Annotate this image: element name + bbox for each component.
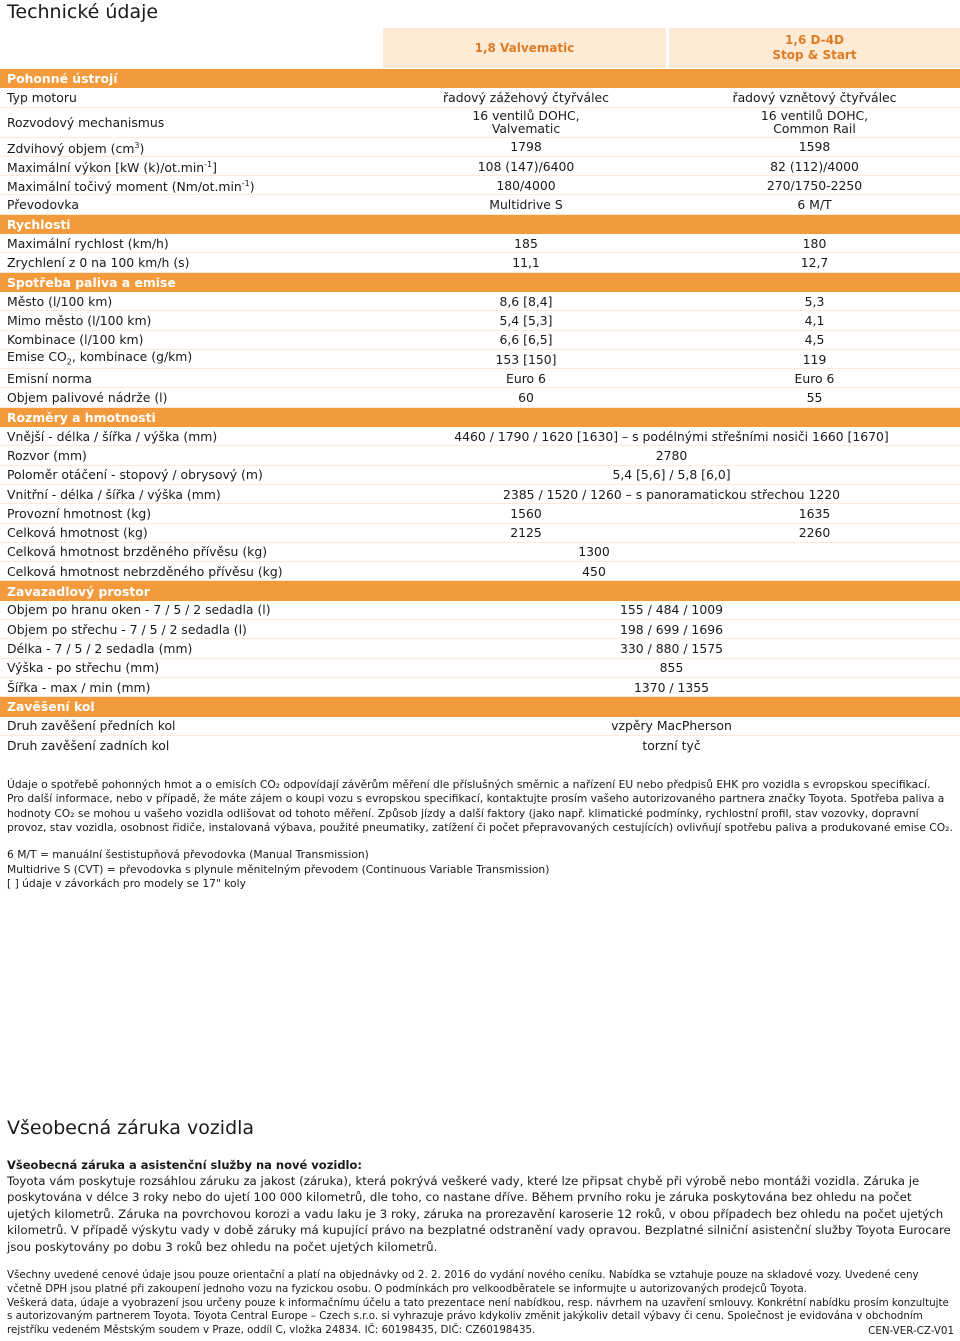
value-line: Valvematic	[491, 121, 561, 137]
section-speed: Rychlosti	[0, 215, 960, 234]
row-label: Rozvor (mm)	[7, 447, 87, 463]
legend-item: [ ] údaje v závorkách pro modely se 17" koly	[7, 877, 246, 891]
value-shared: 2780	[655, 447, 688, 463]
row-label: Vnější - délka / šířka / výška (mm)	[7, 428, 218, 444]
row-label: Maximální rychlost (km/h)	[7, 235, 169, 251]
section-dimensions: Rozměry a hmotnosti	[0, 408, 960, 427]
row-label: Šířka - max / min (mm)	[7, 679, 151, 695]
row-torque	[0, 176, 960, 195]
row-susp-rear	[0, 736, 960, 755]
section-fuel: Spotřeba paliva a emise	[0, 273, 960, 292]
row-turning-radius	[0, 466, 960, 485]
row-label	[0, 139, 383, 155]
row-label: Objem po hranu oken - 7 / 5 / 2 sedadla (l)	[7, 602, 271, 618]
row-label: Druh zavěšení zadních kol	[7, 737, 170, 753]
row-cargo-width	[0, 678, 960, 697]
row-cargo-length	[0, 639, 960, 658]
row-label: Objem po střechu - 7 / 5 / 2 sedadla (l)	[7, 621, 247, 637]
row-label: Převodovka	[7, 197, 79, 213]
row-susp-front	[0, 717, 960, 736]
value-petrol: 1798	[510, 139, 542, 155]
value-diesel: 6 M/T	[797, 197, 832, 213]
value-line: 16 ventilů DOHC,	[760, 108, 869, 124]
legend-item: 6 M/T = manuální šestistupňová převodovka (Manual Transmission)	[7, 848, 369, 861]
value-shared: torzní tyč	[642, 737, 701, 753]
value-diesel: 12,7	[800, 255, 829, 271]
row-combined	[0, 331, 960, 350]
value-diesel: 119	[802, 351, 827, 367]
row-vmax	[0, 234, 960, 253]
section-powertrain: Pohonné ústrojí	[0, 69, 960, 88]
value-diesel: 55	[806, 390, 823, 406]
label-text: , kombinace (g/km)	[71, 348, 193, 364]
section-suspension: Zavěšení kol	[0, 697, 960, 716]
label-text: Emise CO	[7, 348, 67, 364]
row-inner-dims	[0, 485, 960, 504]
value-shared: vzpěry MacPherson	[611, 718, 732, 734]
legend-item: Multidrive S (CVT) = převodovka s plynule měnitelným převodem (Continuous Variable Transmission)	[7, 862, 550, 876]
label-sub: 2	[66, 357, 72, 367]
value-shared: 155 / 484 / 1009	[620, 602, 723, 618]
row-outer-dims	[0, 427, 960, 446]
row-gearbox	[0, 195, 960, 214]
value-shared: 1300	[578, 544, 610, 560]
row-label: Poloměr otáčení - stopový / obrysový (m)	[7, 467, 263, 483]
value-shared: 1370 / 1355	[633, 679, 710, 695]
value-diesel: 5,3	[804, 293, 825, 309]
row-extra-urban	[0, 311, 960, 330]
row-label: Provozní hmotnost (kg)	[7, 505, 152, 521]
value-shared: 450	[582, 563, 606, 579]
row-label: Celková hmotnost (kg)	[7, 525, 148, 541]
row-city	[0, 292, 960, 311]
column-header-petrol-label: 1,8 Valvematic	[474, 40, 575, 55]
value-shared: 330 / 880 / 1575	[620, 640, 723, 656]
row-label	[0, 350, 383, 368]
label-text: Zdvihový objem (cm	[7, 140, 135, 156]
row-curb-weight	[0, 504, 960, 523]
row-co2	[0, 350, 960, 369]
value-shared: 855	[659, 660, 684, 676]
warranty-title: Všeobecná záruka vozidla	[7, 1117, 255, 1139]
value-petrol: 6,6 [6,5]	[499, 332, 553, 348]
label-text: Maximální točivý moment (Nm/ot.min	[7, 179, 242, 195]
value-shared: 198 / 699 / 1696	[620, 621, 723, 637]
value-diesel: řadový vznětový čtyřválec	[732, 89, 897, 105]
column-header-diesel	[669, 28, 960, 68]
row-tank	[0, 388, 960, 407]
value-petrol: 8,6 [8,4]	[499, 293, 553, 309]
label-text: ]	[212, 160, 217, 176]
value-petrol: Multidrive S	[489, 197, 563, 213]
row-label: Celková hmotnost nebrzděného přívěsu (kg)	[7, 563, 283, 579]
row-engine-type	[0, 88, 960, 107]
row-label: Výška - po střechu (mm)	[7, 660, 160, 676]
warranty-subtitle: Všeobecná záruka a asistenční služby na nové vozidlo:	[7, 1158, 363, 1172]
value-shared: 5,4 [5,6] / 5,8 [6,0]	[612, 467, 731, 483]
row-label: Emisní norma	[7, 370, 93, 386]
row-wheelbase	[0, 446, 960, 465]
value-diesel	[669, 109, 960, 135]
row-label: Typ motoru	[7, 89, 77, 105]
row-label: Zrychlení z 0 na 100 km/h (s)	[7, 255, 190, 271]
value-petrol: Euro 6	[506, 370, 546, 386]
value-diesel: 180	[802, 235, 827, 251]
row-trailer-unbraked	[0, 562, 960, 581]
document-code: CEN-VER-CZ-V01	[868, 1325, 954, 1337]
note-paragraph: Pro další informace, nebo v případě, že máte zájem o koupi vozu s evropskou specifikací, kontaktujte prosím vašeho autorizovaného partnera značky Toyota. Spotřeba paliva a hodnoty CO₂ se mohou u vašeho vozidla odlišovat od tohoto měření. Způsob jízdy a další faktory (jako např. klimatické podmínky, rychlostní profil, stav vozovky, dopravní provoz, stav vozidla, osobnost řidiče, instalovaná výbava, použité pneumatiky, zatížení či počet přepravovaných cestujících) ovlivňují spotřebu paliva a produkované emise CO₂.	[7, 792, 953, 835]
row-accel	[0, 253, 960, 272]
row-label: Rozvodový mechanismus	[7, 114, 165, 130]
spec-table	[0, 69, 960, 755]
warranty-text	[7, 1173, 955, 1255]
value-petrol: 60	[518, 390, 534, 406]
value-line: 16 ventilů DOHC,	[472, 108, 580, 124]
value-petrol: 11,1	[512, 255, 540, 271]
row-valvetrain	[0, 108, 960, 138]
value-diesel: 1635	[798, 505, 831, 521]
value-petrol: 1560	[510, 505, 542, 521]
label-sup: 3	[134, 140, 140, 150]
value-petrol: 2125	[510, 525, 542, 541]
row-label: Mimo město (l/100 km)	[7, 312, 152, 328]
column-header-petrol	[383, 28, 666, 68]
fine-print-paragraph: Všechny uvedené cenové údaje jsou pouze orientační a platí na objednávky od 2. 2. 2016 do vydání nového ceníku. Nabídka se vztahuje pouze na skladové vozy. Uvedené ceny včetně DPH jsou platné při zakoupení jednoho vozu na fyzickou osobu. O podmínkách pro velkoodběratele se informujte u autorizovaných prodejců Toyota.	[7, 1269, 919, 1295]
value-petrol: řadový zážehový čtyřválec	[443, 89, 609, 105]
value-petrol: 153 [150]	[495, 351, 557, 367]
row-displacement	[0, 138, 960, 157]
abbreviation-legend	[7, 848, 549, 892]
value-petrol	[383, 109, 669, 135]
label-sup: -1	[204, 159, 213, 169]
row-label	[0, 158, 383, 174]
fine-print	[7, 1269, 955, 1338]
row-label: Město (l/100 km)	[7, 293, 113, 309]
row-gross-weight	[0, 524, 960, 543]
row-label: Druh zavěšení předních kol	[7, 718, 176, 734]
label-text: Maximální výkon [kW (k)/ot.min	[7, 160, 205, 176]
row-label: Objem palivové nádrže (l)	[7, 390, 168, 406]
section-cargo: Zavazadlový prostor	[0, 581, 960, 600]
note-paragraph: Údaje o spotřebě pohonných hmot a o emisích CO₂ odpovídají závěrům měření dle příslušných směrnic a nařízení EU nebo předpisů EHK pro vozidla s evropskou specifikací.	[7, 778, 931, 791]
page-title: Technické údaje	[7, 1, 159, 23]
value-petrol: 185	[514, 235, 538, 251]
value-diesel: 4,5	[804, 332, 825, 348]
value-petrol: 180/4000	[496, 177, 556, 193]
value-petrol: 108 (147)/6400	[477, 158, 575, 174]
row-label: Vnitřní - délka / šířka / výška (mm)	[7, 486, 221, 502]
row-label: Celková hmotnost brzděného přívěsu (kg)	[7, 544, 268, 560]
value-diesel: Euro 6	[794, 370, 835, 386]
warranty-paragraph: Toyota vám poskytuje rozsáhlou záruku za jakost (záruka), která pokrývá veškeré vady, které lze připsat chybě při výrobě nebo montáži vozidla. Záruka je poskytována v délce 3 roky nebo do ujetí 100 000 kilometrů, dle toho, co nastane dříve. Během prvního roku je záruka poskytována bez ohledu na počet ujetých kilometrů. Záruka na povrchovou korozi a vadu laku je 3 roky, záruka na prorezavění karoserie 12 roků, v obou případech bez ohledu na počet ujetých kilometrů. V případě výskytu vady v době záruky má kupující právo na bezplatné odstranění vady opravou. Bezplatné silniční asistenční služby Toyota Eurocare jsou poskytovány po dobu 3 roků bez ohledu na počet ujetých kilometrů.	[7, 1174, 951, 1254]
value-diesel: 270/1750-2250	[766, 177, 863, 193]
value-diesel: 1598	[798, 139, 831, 155]
label-sup: -1	[241, 179, 250, 189]
value-shared: 2385 / 1520 / 1260 – s panoramatickou střechou 1220	[503, 486, 840, 502]
label-text: )	[139, 140, 145, 156]
row-label	[0, 177, 383, 193]
row-label: Kombinace (l/100 km)	[7, 332, 144, 348]
column-header-diesel-line1: 1,6 D-4D	[785, 33, 844, 47]
consumption-notes	[7, 778, 957, 836]
value-shared: 4460 / 1790 / 1620 [1630] – s podélnými střešními nosiči 1660 [1670]	[454, 428, 889, 444]
row-power	[0, 157, 960, 176]
row-cargo-height	[0, 659, 960, 678]
row-trailer-braked	[0, 543, 960, 562]
value-diesel: 4,1	[804, 312, 825, 328]
row-emission-norm	[0, 369, 960, 388]
column-header-diesel-line2: Stop & Start	[772, 48, 857, 62]
label-text: )	[249, 179, 255, 195]
row-cargo-edge	[0, 601, 960, 620]
value-diesel: 2260	[798, 525, 831, 541]
value-line: Common Rail	[773, 121, 856, 137]
fine-print-paragraph: Veškerá data, údaje a vyobrazení jsou určeny pouze k informačnímu účelu a tato prezentace není nabídkou, resp. návrhem na uzavření smlouvy. Konkrétní nabídku prosím konzultujte s autorizovaným partnerem Toyota. Toyota Central Europe – Czech s.r.o. si vyhrazuje právo kdykoliv změnit jakýkoliv detail výbavy či cenu. Společnost je evidována v obchodním rejstříku vedeném Městským soudem v Praze, oddíl C, vložka 24834. IČ: 60198435, DIČ: CZ60198435.	[7, 1296, 949, 1337]
row-label: Délka - 7 / 5 / 2 sedadla (mm)	[7, 640, 193, 656]
value-petrol: 5,4 [5,3]	[499, 312, 553, 328]
row-cargo-roof	[0, 620, 960, 639]
value-diesel: 82 (112)/4000	[770, 158, 859, 174]
